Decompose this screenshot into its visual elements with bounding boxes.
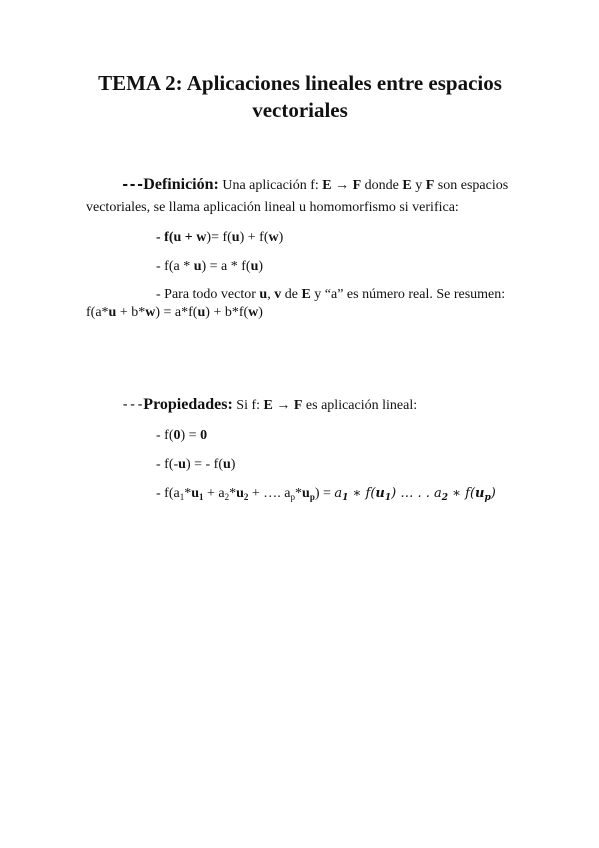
definition-text-1: Una aplicación f: [218,178,323,193]
set-e: E [322,178,332,193]
definition-heading: Definición: [143,176,219,193]
set-f: F [352,178,362,193]
definition-line-1: ---Definición: Una aplicación f: E → F donde E y F son espacios [121,176,509,193]
title-line-1: TEMA 2: Aplicaciones lineales entre espacios [98,71,502,95]
definition-marker: --- [121,177,144,193]
condition-additivity: - f(u + w)= f(u) + f(w) [156,230,284,245]
properties-marker: --- [121,397,144,413]
property-zero: - f(0) = 0 [156,428,208,443]
arrow-symbol: → [331,178,353,193]
property-negation: - f(-u) = - f(u) [156,457,236,472]
condition-homogeneity: - f(a * u) = a * f(u) [156,259,264,274]
definition-line-2: vectoriales, se llama aplicación lineal u homomorfismo si verifica: [86,200,459,215]
properties-heading: Propiedades: [143,396,233,413]
condition-summary-formula: f(a*u + b*w) = a*f(u) + b*f(w) [86,305,263,320]
properties-line-1: ---Propiedades: Si f: E → F es aplicación lineal: [121,396,418,413]
document-title [60,70,540,124]
title-line-2: vectoriales [252,98,348,122]
condition-summary: - Para todo vector u, v de E y “a” es número real. Se resumen: [156,287,506,302]
property-linear-combination: - $f(a_1*u_1 + a_2*u_2$ + …. $a_p*u_p) = a_1$ ∗ $f(u_1)$ … . . $a_2$ ∗ $f(u_p)$ [156,486,496,503]
math-expression: $a_1$ ∗ $f(u_1)$ … . . $a_2$ ∗ $f(u_p)$ [334,486,496,503]
